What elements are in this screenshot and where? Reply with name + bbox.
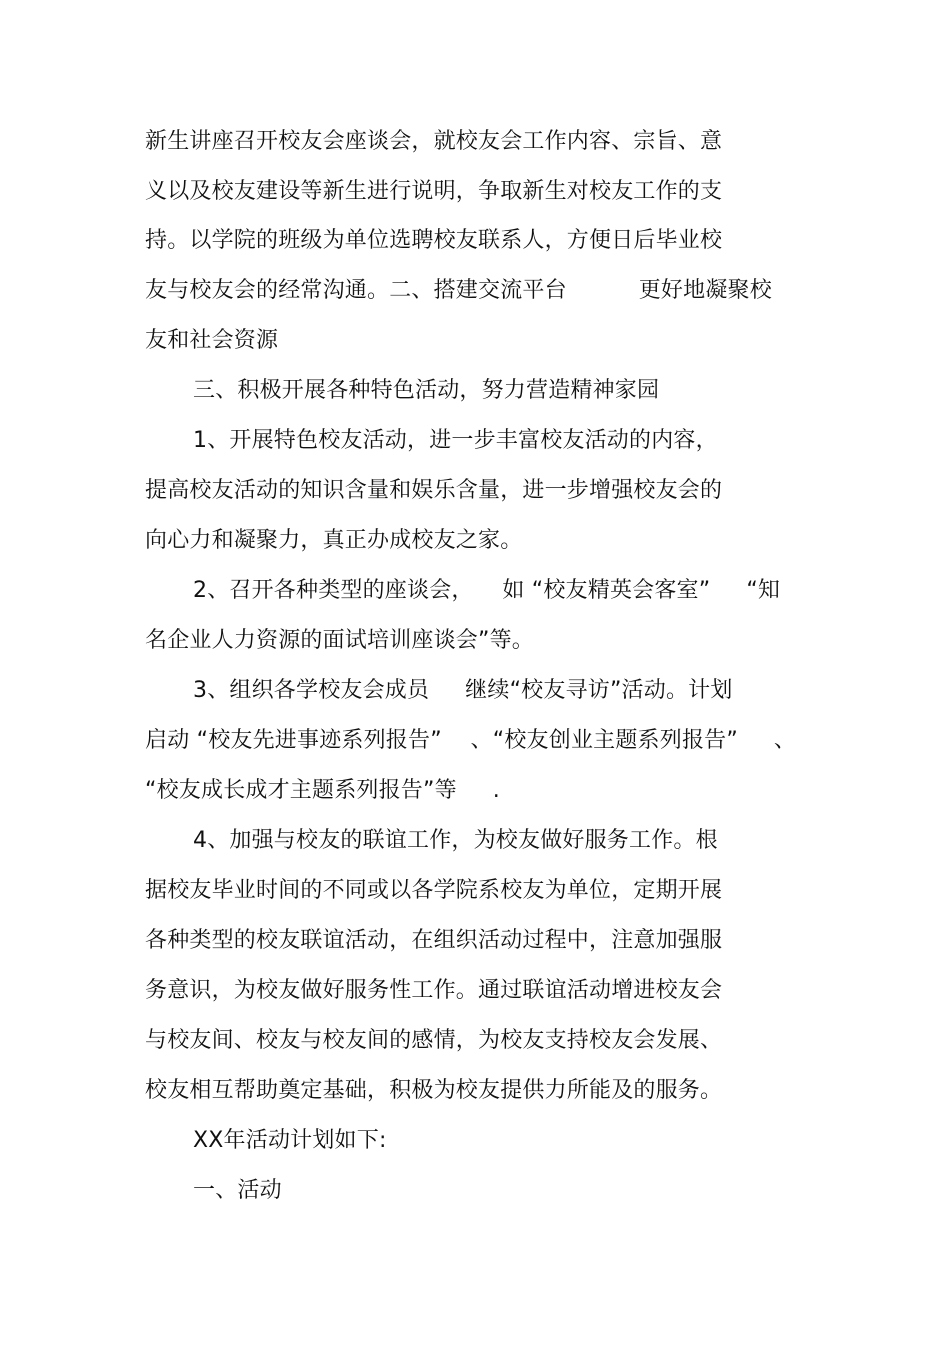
text-line: 务意识，为校友做好服务性工作。通过联谊活动增进校友会 (145, 978, 723, 1003)
text-line: “校友成长成才主题系列报告”等 . (145, 778, 500, 803)
text-line: 启动 “校友先进事迹系列报告” 、“校友创业主题系列报告” 、 (145, 728, 797, 753)
text-line: 新生讲座召开校友会座谈会，就校友会工作内容、宗旨、意 (145, 129, 723, 154)
text-line: XX年活动计划如下: (193, 1128, 387, 1153)
text-line: 3、组织各学校友会成员 继续“校友寻访”活动。计划 (193, 678, 733, 703)
text-line: 各种类型的校友联谊活动，在组织活动过程中，注意加强服 (145, 928, 723, 953)
text-line: 名企业人力资源的面试培训座谈会”等。 (145, 628, 534, 653)
text-line: 据校友毕业时间的不同或以各学院系校友为单位，定期开展 (145, 878, 723, 903)
text-line: 提高校友活动的知识含量和娱乐含量，进一步增强校友会的 (145, 478, 723, 503)
section-heading: 一、活动 (193, 1178, 282, 1203)
text-line: 校友相互帮助奠定基础，积极为校友提供力所能及的服务。 (145, 1078, 723, 1103)
text-line: 持。以学院的班级为单位选聘校友联系人，方便日后毕业校 (145, 228, 723, 253)
text-line: 友与校友会的经常沟通。二、搭建交流平台 更好地凝聚校 (145, 278, 772, 303)
text-line: 1、开展特色校友活动，进一步丰富校友活动的内容， (193, 428, 718, 453)
text-line: 义以及校友建设等新生进行说明，争取新生对校友工作的支 (145, 179, 723, 204)
section-heading: 三、积极开展各种特色活动，努力营造精神家园 (193, 378, 660, 403)
text-line: 向心力和凝聚力，真正办成校友之家。 (145, 528, 523, 553)
text-line: 4、加强与校友的联谊工作，为校友做好服务工作。根 (193, 828, 718, 853)
text-line: 与校友间、校友与校友间的感情，为校友支持校友会发展、 (145, 1028, 723, 1053)
text-line: 2、召开各种类型的座谈会， 如 “校友精英会客室” “知 (193, 578, 781, 603)
text-line: 友和社会资源 (145, 328, 279, 353)
